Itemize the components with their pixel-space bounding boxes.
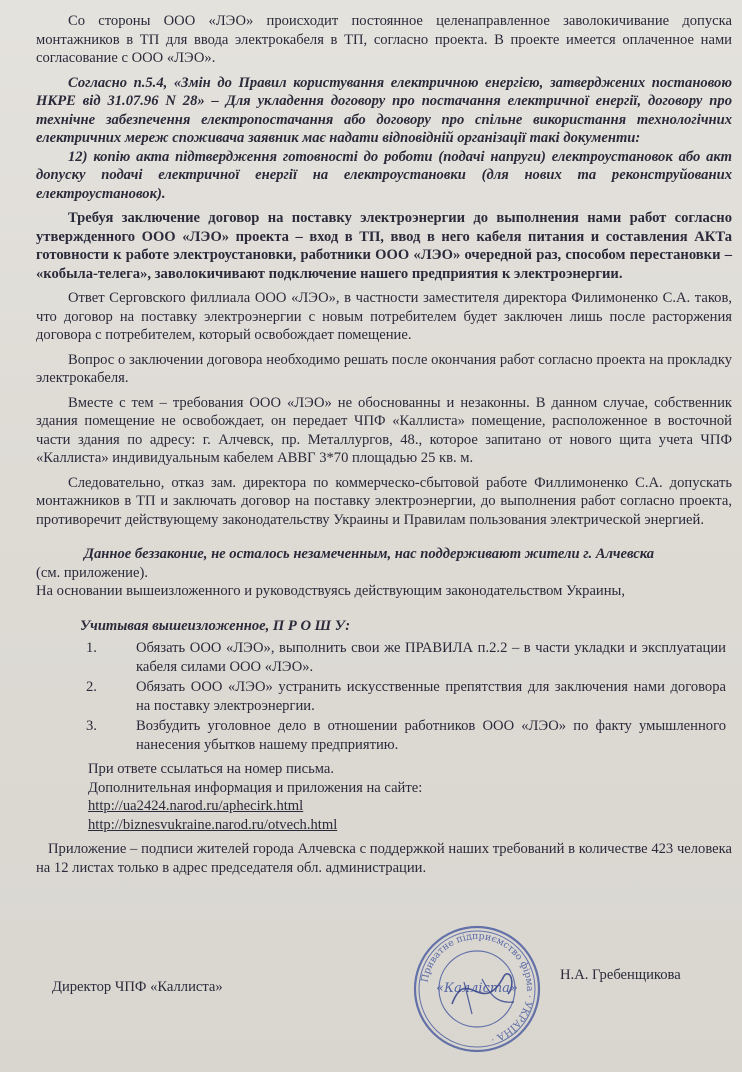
signatory-name: Н.А. Гребенщикова [560, 967, 681, 983]
extra-info: Дополнительная информация и приложения на сайте: [88, 779, 423, 796]
paragraph-5: Ответ Серговского филлиала ООО «ЛЭО», в частности заместителя директора Филимоненко С.А. таков, что договор на поставку электроэнергии с новым потребителем будет заключен лишь после расторжения договора с потребителем, который освобождает помещение. [36, 290, 732, 343]
company-stamp-icon [412, 924, 542, 1054]
svg-text:Приватне підприємство фірма ·: Приватне підприємство фірма · УКРАЇНА · [419, 930, 536, 1045]
support-reference: (см. приложение). [36, 564, 148, 581]
basis-line: На основании вышеизложенного и руководствуясь действующим законодательством Украины, [36, 583, 626, 599]
request-item [36, 717, 732, 754]
paragraph-3: 12) копію акта підтвердження готовності до роботи (подачі напруги) електроустановок або акт допуску подачі електричної енергії на електроустановки (для нових та реконструйованих електроустановок). [36, 148, 732, 202]
request-item [36, 639, 732, 676]
request-number: 3. [86, 718, 97, 734]
request-text: Возбудить уголовное дело в отношении работников ООО «ЛЭО» по факту умышленного нанесения убытков нашему предприятию. [136, 718, 726, 753]
website-link-2[interactable]: http://biznesvukraine.narod.ru/otvech.html [88, 816, 338, 833]
request-heading: Учитывая вышеизложенное, П Р О Ш У: [80, 617, 351, 634]
paragraph-8: Следовательно, отказ зам. директора по коммерческо-сбытовой работе Филлимоненко С.А. допускать монтажников в ТП и заключать договор на поставку электроэнергии, до выполнения работ согласно проекта, противоречит действующему законодательству Украины и Правилам пользования электрической энергией. [36, 474, 732, 528]
reply-note: При ответе ссылаться на номер письма. [88, 761, 335, 777]
paragraph-4: Требуя заключение договор на поставку электроэнергии до выполнения нами работ согласно утвержденного ООО «ЛЭО» проекта – вход в ТП, ввод в него кабеля питания и составления АКТа готовности к работе электроустановки, работники ООО «ЛЭО» очередной раз, способом перестановки – «кобыла-телега», заволокичивают подключение нашего предприятия к электроэнергии. [36, 210, 732, 282]
signatory-title: Директор ЧПФ «Каллиста» [52, 979, 223, 995]
paragraph-2: Согласно п.5.4, «Змін до Правил користування електричною енергією, затверджених постановою НКРЕ від 31.07.96 N 28» – Для укладення договору про постачання електричної енергії, договору про технічне забезпечення електропостачання або договору про спільне використання технологічних електричних мереж споживача заявник має надати відповідній організації такі документи: [36, 74, 732, 146]
website-link-1[interactable]: http://ua2424.narod.ru/aphecirk.html [88, 798, 304, 814]
paragraph-7: Вместе с тем – требования ООО «ЛЭО» не обоснованны и незаконны. В данном случае, собственник здания помещение не освобождает, он передает ЧПФ «Каллиста» помещение, расположенное в восточной части здания по адресу: г. Алчевск, пр. Металлургов, 48., которое запитано от нового щита учета ЧПФ «Каллиста» индивидуальным кабелем АВВГ 3*70 площадью 25 кв. м. [36, 394, 732, 466]
request-text: Обязать ООО «ЛЭО», выполнить свои же ПРАВИЛА п.2.2 – в части укладки и эксплуатации кабеля силами ООО «ЛЭО». [136, 640, 726, 675]
paragraph-1: Со стороны ООО «ЛЭО» происходит постоянное целенаправленное заволокичивание допуска монтажников в ТП для ввода электрокабеля в ТП, согласно проекта. В проекте имеется оплаченное нами согласование с ООО «ЛЭО». [36, 13, 732, 66]
request-number: 1. [86, 640, 97, 656]
svg-text:«Калліста»: «Калліста» [436, 981, 518, 996]
request-item [36, 678, 732, 715]
signature-block [0, 920, 742, 1060]
request-number: 2. [86, 679, 97, 695]
request-text: Обязать ООО «ЛЭО» устранить искусственные препятствия для заключения нами договора на поставку электроэнергии. [136, 679, 726, 714]
request-list [36, 639, 732, 754]
paragraph-6: Вопрос о заключении договора необходимо решать после окончания работ согласно проекта на прокладку электрокабеля. [36, 351, 732, 386]
appendix-note: Приложение – подписи жителей города Алчевска с поддержкой наших требований в количестве 423 человека на 12 листах только в адрес председателя обл. администрации. [36, 841, 732, 876]
support-line: Данное беззаконие, не осталось незамеченным, нас поддерживают жители г. Алчевска [84, 546, 655, 562]
